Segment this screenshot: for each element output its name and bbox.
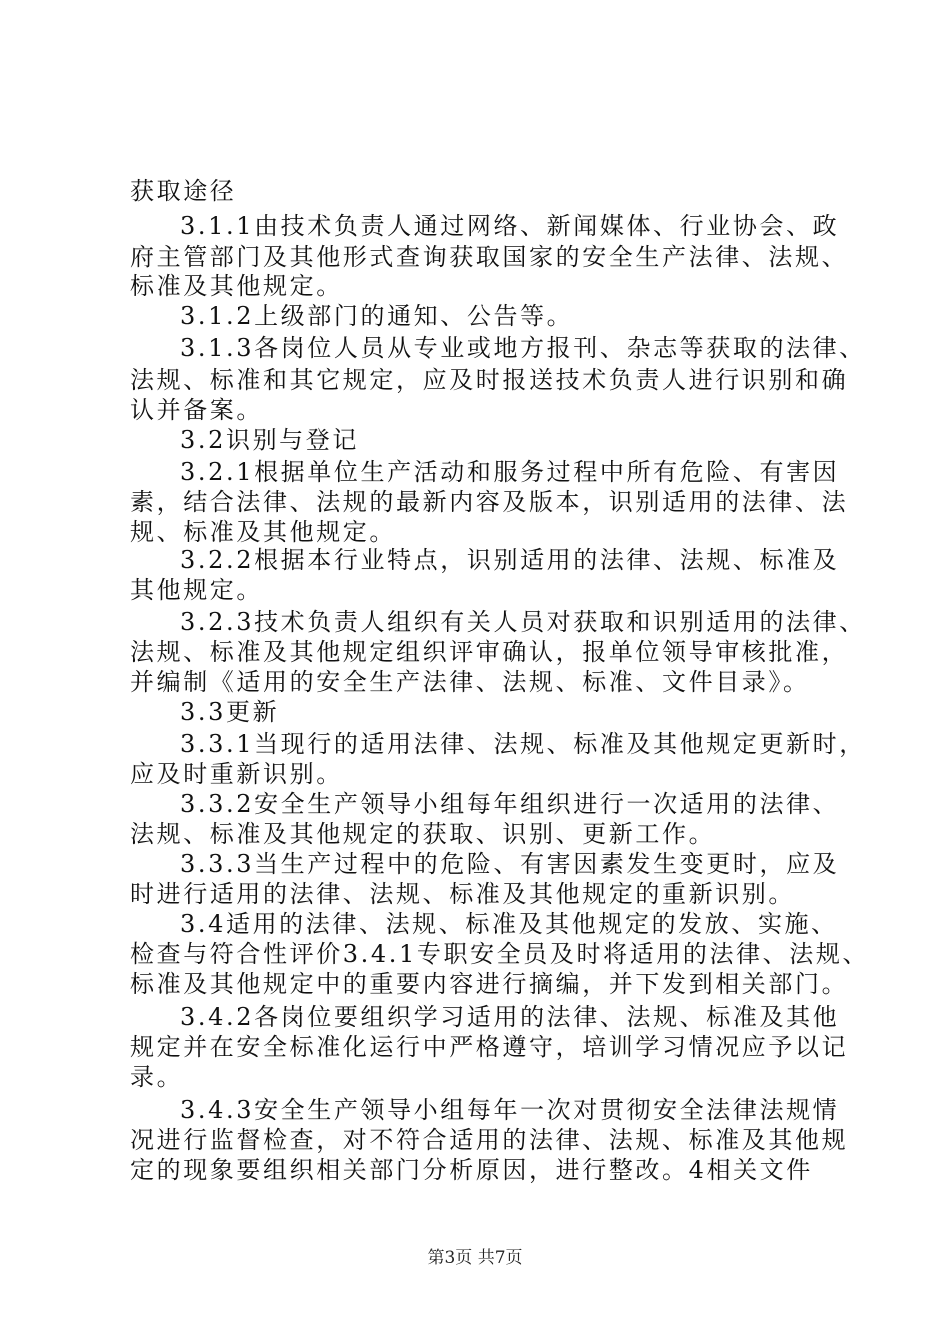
- text-line: 3.2.1根据单位生产活动和服务过程中所有危险、有害因: [180, 458, 840, 486]
- text-line: 定的现象要组织相关部门分析原因，进行整改。4相关文件: [130, 1156, 813, 1184]
- text-line: 时进行适用的法律、法规、标准及其他规定的重新识别。: [130, 880, 795, 908]
- text-line: 法规、标准及其他规定的获取、识别、更新工作。: [130, 820, 716, 848]
- text-line: 录。: [130, 1063, 184, 1091]
- text-line: 认并备案。: [130, 396, 263, 424]
- text-line: 3.1.1由技术负责人通过网络、新闻媒体、行业协会、政: [180, 212, 840, 240]
- text-line: 3.4.3安全生产领导小组每年一次对贯彻安全法律法规情: [180, 1096, 840, 1124]
- text-line: 3.3.1当现行的适用法律、法规、标准及其他规定更新时，: [180, 730, 866, 758]
- page-number-footer: 第3页 共7页: [427, 1248, 523, 1268]
- text-line: 3.1.2上级部门的通知、公告等。: [180, 302, 574, 330]
- text-line: 3.1.3各岗位人员从专业或地方报刊、杂志等获取的法律、: [180, 334, 866, 362]
- section-heading: 3.4适用的法律、法规、标准及其他规定的发放、实施、: [180, 910, 838, 938]
- text-line: 规定并在安全标准化运行中严格遵守，培训学习情况应予以记: [130, 1033, 849, 1061]
- text-line: 3.3.2安全生产领导小组每年组织进行一次适用的法律、: [180, 790, 840, 818]
- text-line: 应及时重新识别。: [130, 760, 343, 788]
- text-line: 标准及其他规定中的重要内容进行摘编，并下发到相关部门。: [130, 970, 849, 998]
- text-line: 3.2.3技术负责人组织有关人员对获取和识别适用的法律、: [180, 608, 866, 636]
- text-line: 其他规定。: [130, 576, 263, 604]
- text-line: 获取途径: [130, 177, 237, 205]
- text-line: 3.4.2各岗位要组织学习适用的法律、法规、标准及其他: [180, 1003, 840, 1031]
- text-line: 检查与符合性评价3.4.1专职安全员及时将适用的法律、法规、: [130, 940, 870, 968]
- text-line: 标准及其他规定。: [130, 272, 343, 300]
- text-line: 法规、标准及其他规定组织评审确认，报单位领导审核批准，: [130, 638, 849, 666]
- text-line: 规、标准及其他规定。: [130, 518, 396, 546]
- text-line: 况进行监督检查，对不符合适用的法律、法规、标准及其他规: [130, 1126, 849, 1154]
- section-heading: 3.2识别与登记: [180, 426, 359, 454]
- text-line: 3.2.2根据本行业特点，识别适用的法律、法规、标准及: [180, 546, 840, 574]
- text-line: 法规、标准和其它规定，应及时报送技术负责人进行识别和确: [130, 366, 849, 394]
- text-line: 并编制《适用的安全生产法律、法规、标准、文件目录》。: [130, 668, 810, 696]
- text-line: 府主管部门及其他形式查询获取国家的安全生产法律、法规、: [130, 243, 849, 271]
- text-line: 3.3.3当生产过程中的危险、有害因素发生变更时，应及: [180, 850, 840, 878]
- section-heading: 3.3更新: [180, 698, 280, 726]
- text-line: 素，结合法律、法规的最新内容及版本，识别适用的法律、法: [130, 488, 849, 516]
